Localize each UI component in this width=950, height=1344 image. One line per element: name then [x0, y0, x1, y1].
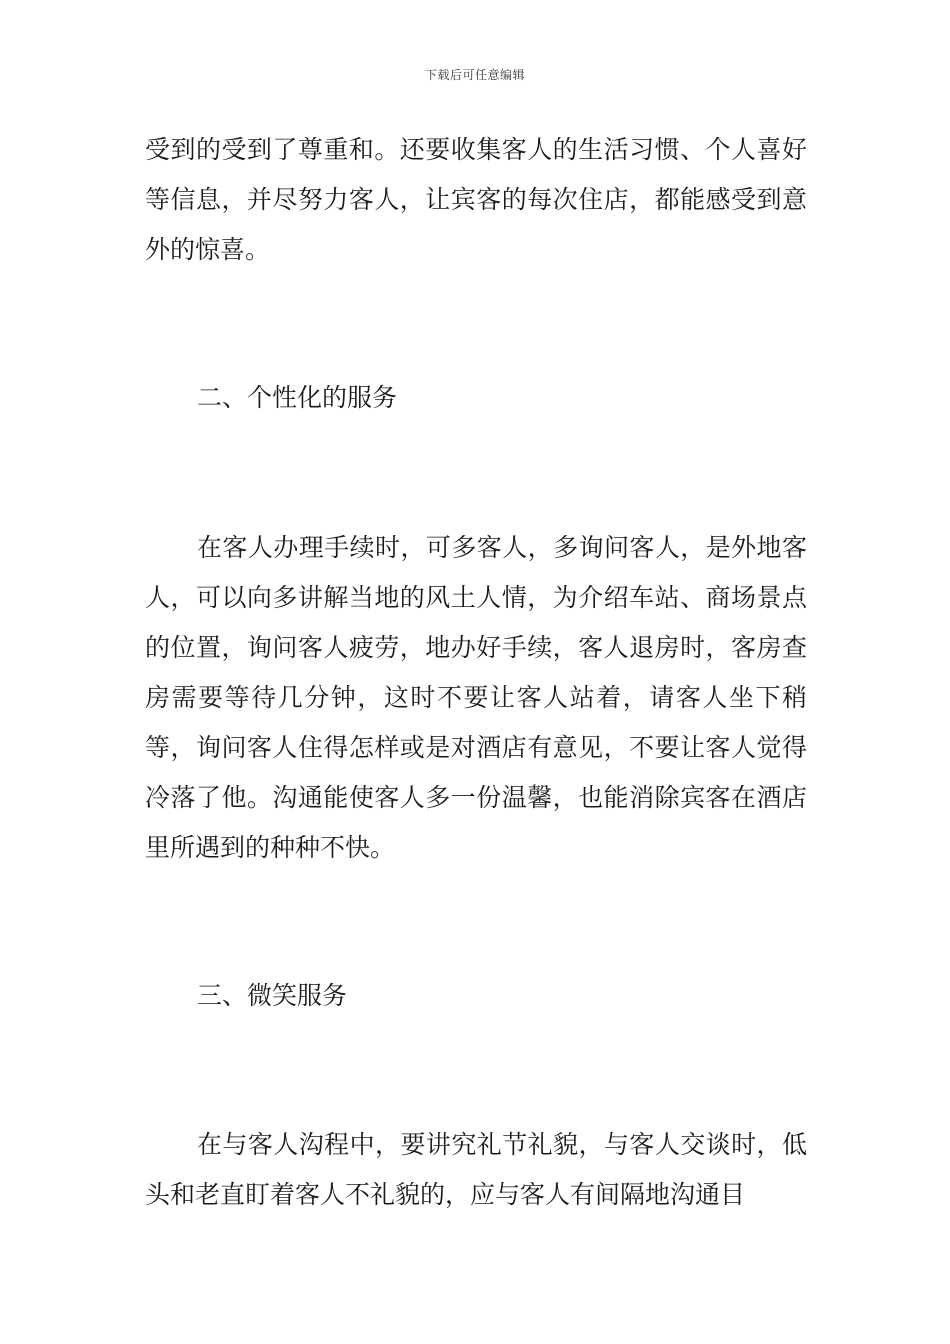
- paragraph-text: 在与客人沟程中，要讲究礼节礼貌，与客人交谈时，低头和老直盯着客人不礼貌的，应与客人有间隔地沟通目: [145, 1130, 807, 1209]
- section-heading-3: 三、微笑服务: [197, 981, 348, 1010]
- paragraph-text: 受到的受到了尊重和。还要收集客人的生活习惯、个人喜好等信息，并尽努力客人，让宾客的每次住店，都能感受到意外的惊喜。: [145, 135, 807, 264]
- paragraph-text: 在客人办理手续时，可多客人，多询问客人，是外地客人，可以向多讲解当地的风土人情，为介绍车站、商场景点的位置，询问客人疲劳，地办好手续，客人退房时，客房查房需要等待几分钟，这时不要让客人站着，请客人坐下稍等，询问客人住得怎样或是对酒店有意见，不要让客人觉得冷落了他。沟通能使客人多一份温馨，也能消除宾客在酒店里所遇到的种种不快。: [145, 533, 807, 862]
- paragraph-section-2: [145, 523, 807, 873]
- paragraph-section-3: [145, 1120, 807, 1220]
- section-heading-2: 二、个性化的服务: [197, 383, 398, 412]
- header-note: 下载后可任意编辑: [424, 68, 525, 82]
- paragraph-continued: [145, 125, 807, 275]
